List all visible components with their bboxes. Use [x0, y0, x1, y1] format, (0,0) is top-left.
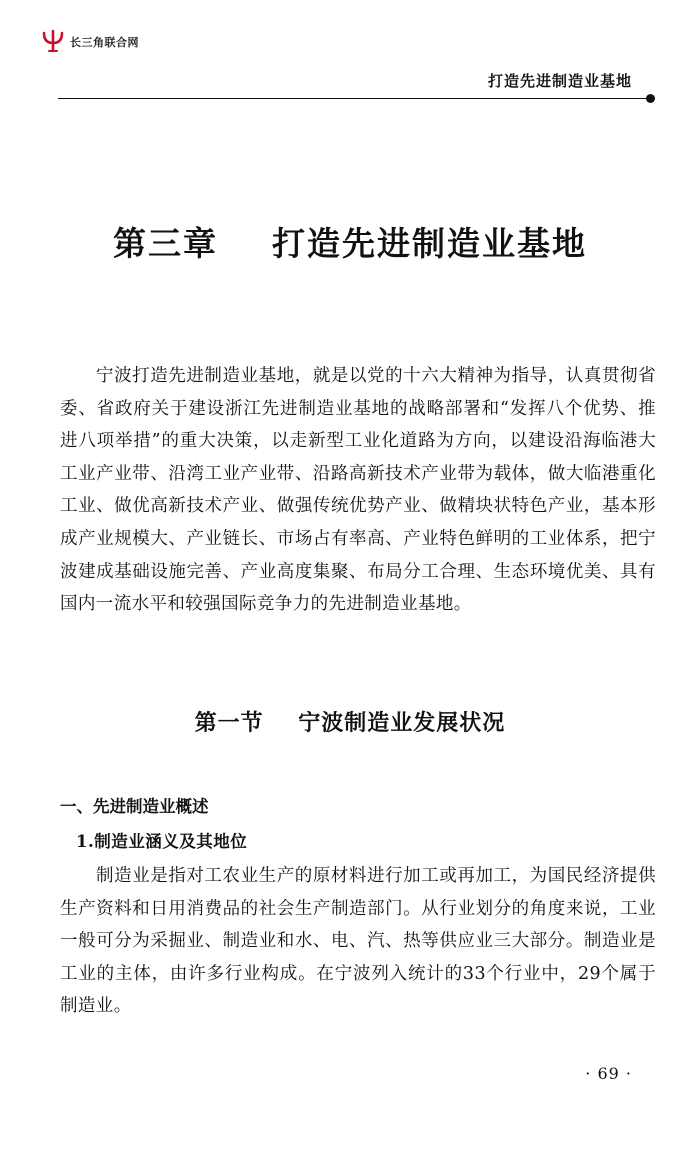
section-title: 第一节 宁波制造业发展状况 [194, 711, 506, 736]
logo-text: 长三角联合网 [70, 36, 139, 49]
body-paragraph: 制造业是指对工农业生产的原材料进行加工或再加工，为国民经济提供生产资料和日用消费品的社会生产制造部门。从行业划分的角度来说，工业一般可分为采掘业、制造业和水、电、汽、热等供应业三大部分。制造业是工业的主体，由许多行业构成。在宁波列入统计的33个行业中，29个属于制造业。 [60, 866, 656, 1017]
subheading-overview: 一、先进制造业概述 [60, 797, 209, 816]
header-rule-end-dot [646, 94, 655, 103]
page-number: · 69 · [585, 1064, 632, 1083]
subheading-definition: 1.制造业涵义及其地位 [76, 832, 248, 851]
intro-paragraph: 宁波打造先进制造业基地，就是以党的十六大精神为指导，认真贯彻省委、省政府关于建设浙江先进制造业基地的战略部署和“发挥八个优势、推进八项举措”的重大决策，以走新型工业化道路为方向，以建设沿海临港大工业产业带、沿湾工业产业带、沿路高新技术产业带为载体，做大临港重化工业、做优高新技术产业、做强传统优势产业、做精块状特色产业，基本形成产业规模大、产业链长、市场占有率高、产业特色鲜明的工业体系，把宁波建成基础设施完善、产业高度集聚、布局分工合理、生态环境优美、具有国内一流水平和较强国际竞争力的先进制造业基地。 [60, 366, 656, 615]
chapter-title: 第三章 打造先进制造业基地 [113, 224, 587, 263]
running-header: 打造先进制造业基地 [487, 72, 632, 90]
header-rule [58, 98, 648, 99]
psi-logo-icon [40, 28, 66, 54]
site-logo [40, 28, 139, 54]
